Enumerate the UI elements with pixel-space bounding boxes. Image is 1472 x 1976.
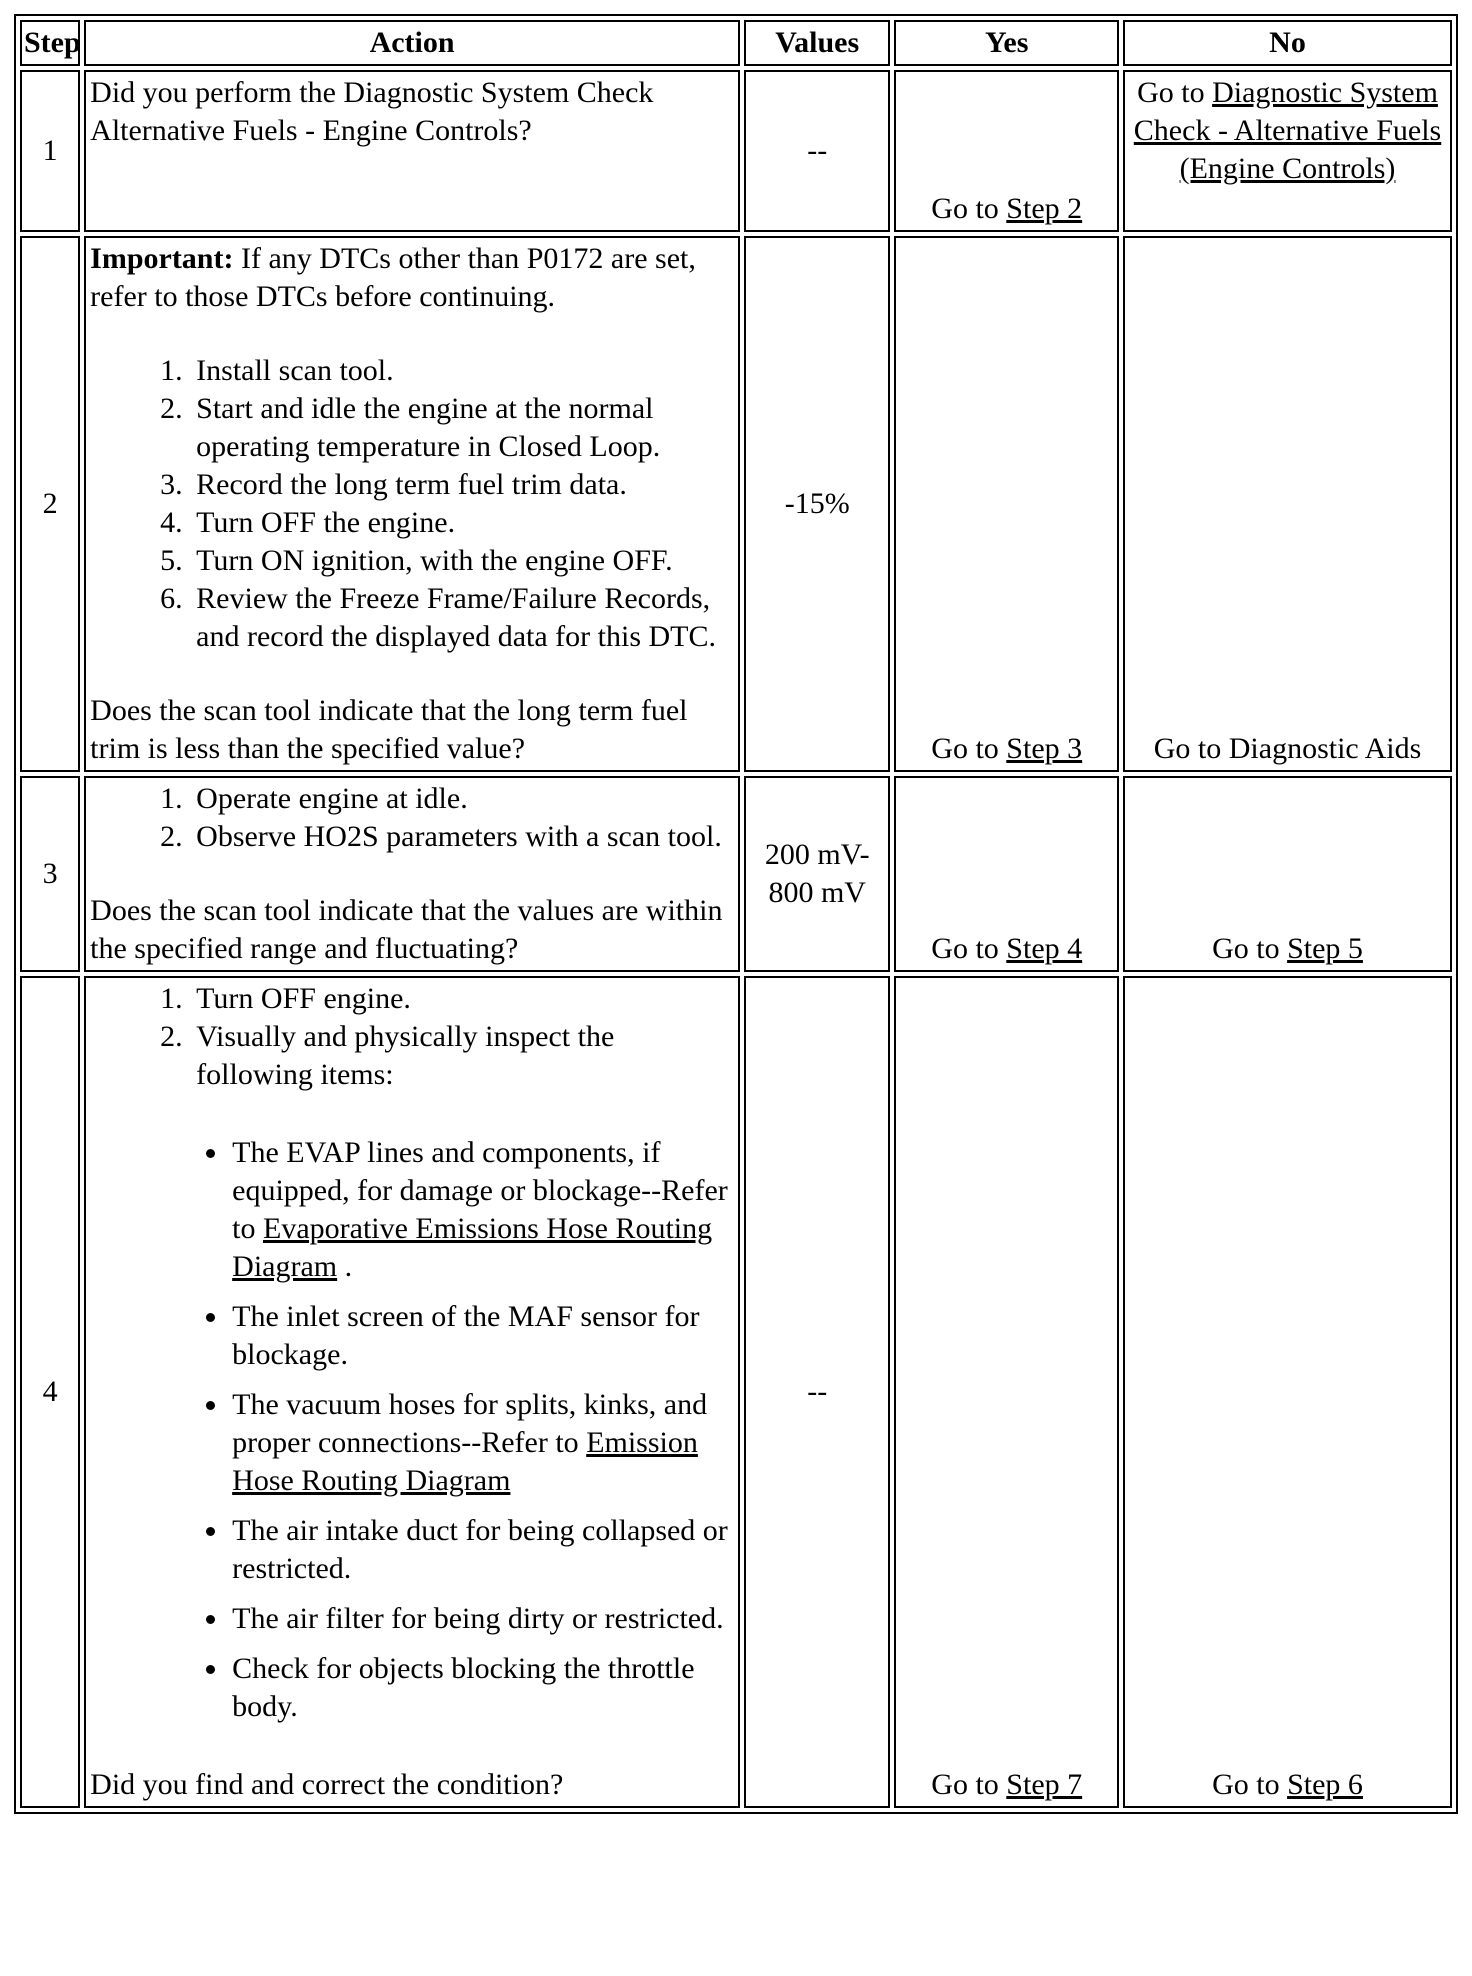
link-step-7[interactable]: Step 7	[1006, 1768, 1083, 1801]
header-step: Step	[20, 20, 80, 66]
action-cell	[84, 70, 740, 232]
action-cell	[84, 236, 740, 772]
link-step-4[interactable]: Step 4	[1006, 932, 1083, 965]
list-item: 2. Observe HO2S parameters with a scan tool.	[190, 818, 734, 856]
inspection-list	[90, 1134, 734, 1726]
important-text: If any DTCs other than P0172 are set, refer to those DTCs before continuing.	[90, 242, 696, 313]
values-cell: 200 mV-800 mV	[744, 776, 890, 972]
bullet-item: • Check for objects blocking the throttle body.	[230, 1650, 734, 1726]
bullet-item	[230, 1386, 734, 1500]
yes-prefix: Go to	[931, 732, 1007, 765]
question-text: Did you find and correct the condition?	[90, 1768, 564, 1801]
no-prefix: Go to	[1137, 76, 1213, 109]
no-cell	[1123, 976, 1452, 1808]
link-step-6[interactable]: Step 6	[1287, 1768, 1363, 1801]
no-prefix: Go to	[1212, 1768, 1288, 1801]
bullet-item	[230, 1134, 734, 1286]
list-item-text: Visually and physically inspect the following items:	[196, 1020, 615, 1091]
bullet-text: The EVAP lines and components, if equipped, for damage or blockage--Refer to	[232, 1136, 728, 1245]
yes-cell	[894, 776, 1119, 972]
step-number: 2	[20, 236, 80, 772]
bullet-item: • The air filter for being dirty or restricted.	[230, 1600, 734, 1638]
action-text: Did you perform the Diagnostic System Check Alternative Fuels - Engine Controls?	[90, 76, 654, 147]
header-values: Values	[744, 20, 890, 66]
list-item: 3. Record the long term fuel trim data.	[190, 466, 734, 504]
question-text: Does the scan tool indicate that the long term fuel trim is less than the specified value?	[90, 694, 688, 765]
header-row	[20, 20, 1452, 66]
question-text: Does the scan tool indicate that the values are within the specified range and fluctuating?	[90, 894, 723, 965]
list-item	[190, 1018, 734, 1094]
procedure-list	[90, 352, 734, 656]
yes-prefix: Go to	[931, 932, 1007, 965]
action-cell	[84, 776, 740, 972]
table-row-step-2	[20, 236, 1452, 772]
link-evap-hose-diagram[interactable]: Evaporative Emissions Hose Routing Diagram	[232, 1212, 713, 1283]
list-item: 1. Operate engine at idle.	[190, 780, 734, 818]
list-item: 1. Turn OFF engine.	[190, 980, 734, 1018]
bullet-item: • The inlet screen of the MAF sensor for blockage.	[230, 1298, 734, 1374]
link-emission-hose-diagram[interactable]: Emission Hose Routing Diagram	[232, 1426, 698, 1497]
link-step-3[interactable]: Step 3	[1006, 732, 1083, 765]
yes-cell	[894, 976, 1119, 1808]
link-step-2[interactable]: Step 2	[1006, 192, 1083, 225]
list-item: 4. Turn OFF the engine.	[190, 504, 734, 542]
bullet-item: • The air intake duct for being collapsed or restricted.	[230, 1512, 734, 1588]
step-number: 3	[20, 776, 80, 972]
bullet-text: The vacuum hoses for splits, kinks, and proper connections--Refer to	[232, 1388, 708, 1459]
table-row-step-4	[20, 976, 1452, 1808]
step-number: 1	[20, 70, 80, 232]
no-cell	[1123, 70, 1452, 232]
list-item: 5. Turn ON ignition, with the engine OFF.	[190, 542, 734, 580]
list-item: 1. Install scan tool.	[190, 352, 734, 390]
no-cell: Go to Diagnostic Aids	[1123, 236, 1452, 772]
important-note	[90, 240, 734, 316]
header-yes: Yes	[894, 20, 1119, 66]
yes-prefix: Go to	[931, 1768, 1007, 1801]
link-step-5[interactable]: Step 5	[1287, 932, 1363, 965]
procedure-list	[90, 780, 734, 856]
list-item: 6. Review the Freeze Frame/Failure Records, and record the displayed data for this DTC.	[190, 580, 734, 656]
table-row-step-1	[20, 70, 1452, 232]
values-cell: --	[744, 70, 890, 232]
no-prefix: Go to	[1212, 932, 1288, 965]
table-row-step-3	[20, 776, 1452, 972]
header-no: No	[1123, 20, 1452, 66]
procedure-list	[90, 980, 734, 1094]
header-action: Action	[84, 20, 740, 66]
important-label: Important:	[90, 242, 234, 275]
yes-cell	[894, 236, 1119, 772]
link-diagnostic-system-check[interactable]: Diagnostic System Check - Alternative Fuels (Engine Controls)	[1133, 76, 1442, 185]
diagnostic-table	[14, 14, 1458, 1814]
values-cell: --	[744, 976, 890, 1808]
yes-prefix: Go to	[931, 192, 1007, 225]
action-cell	[84, 976, 740, 1808]
diagnostic-table-wrapper	[14, 14, 1458, 1814]
list-item: 2. Start and idle the engine at the normal operating temperature in Closed Loop.	[190, 390, 734, 466]
bullet-after: .	[337, 1250, 353, 1283]
values-cell: -15%	[744, 236, 890, 772]
yes-cell	[894, 70, 1119, 232]
no-cell	[1123, 776, 1452, 972]
step-number: 4	[20, 976, 80, 1808]
